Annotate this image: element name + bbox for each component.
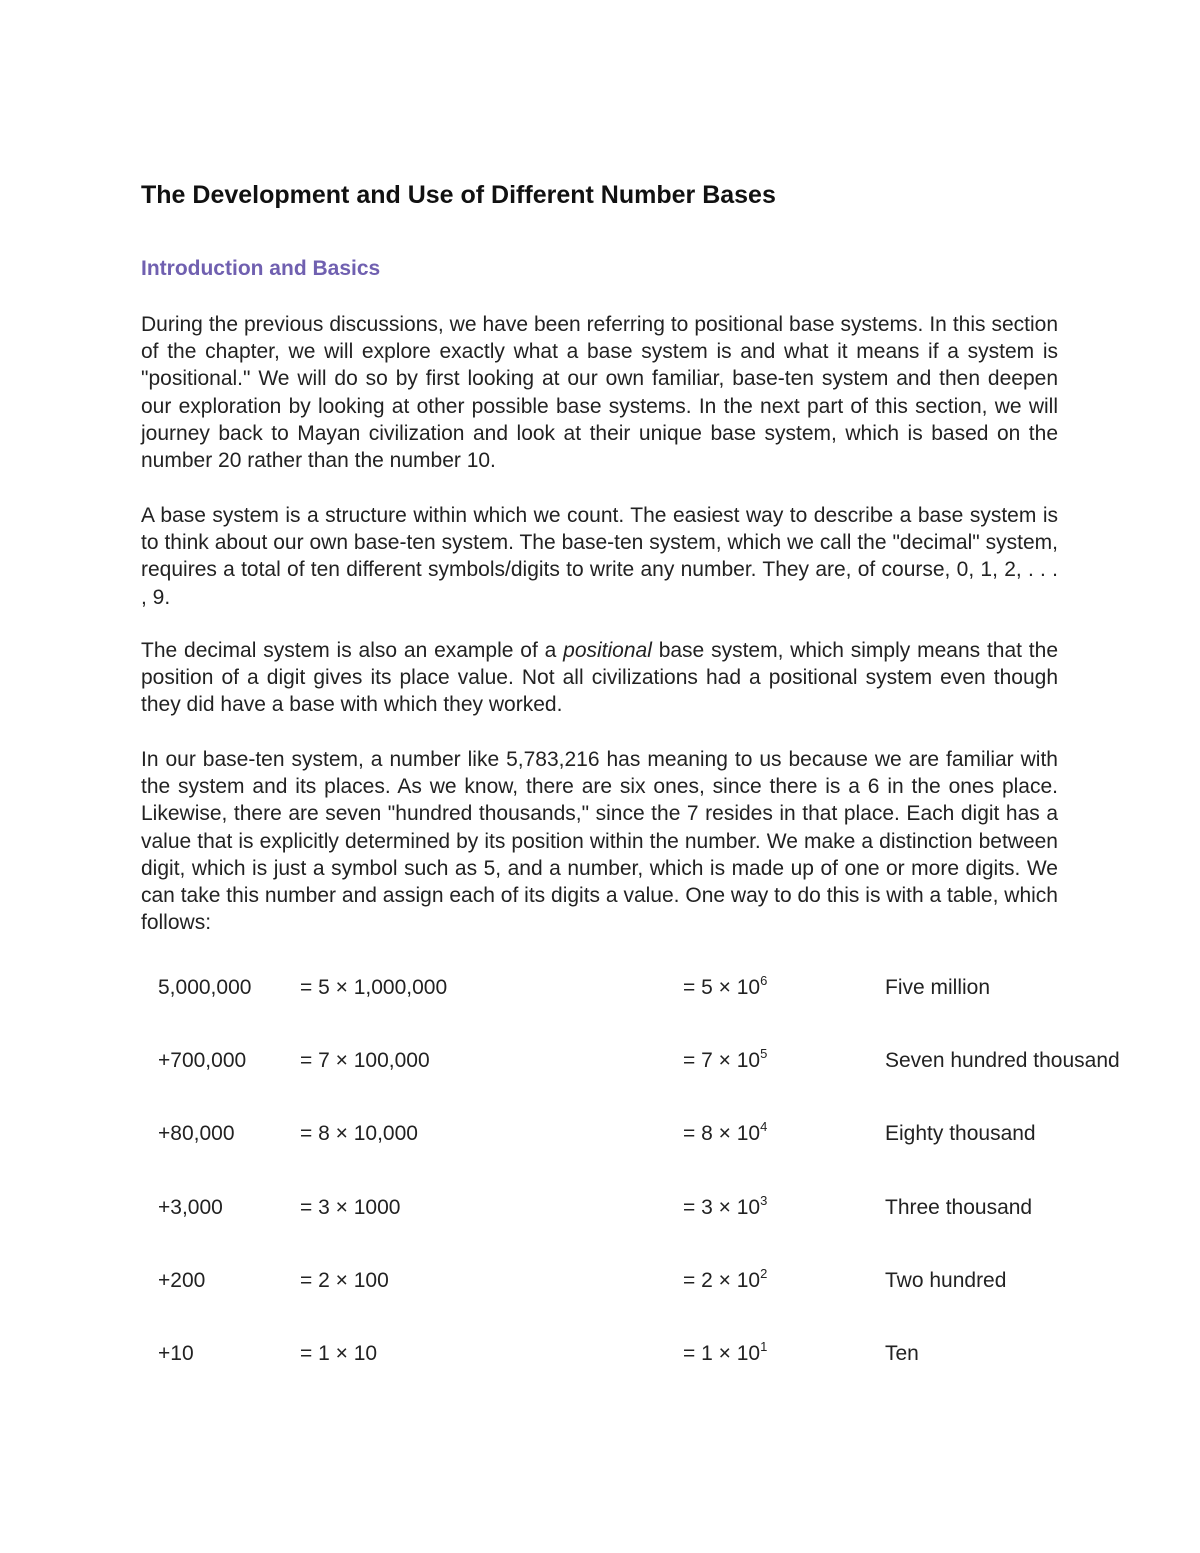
- table-cell-value: +200: [158, 1268, 206, 1292]
- table-row: [141, 1108, 1181, 1181]
- table-cell-product: = 3 × 1000: [300, 1195, 401, 1219]
- table-cell-words: Five million: [885, 976, 991, 999]
- table-cell-power: [683, 973, 768, 1000]
- table-row: [141, 1035, 1181, 1108]
- power-base: = 1 × 10: [683, 1341, 761, 1365]
- table-cell-product: = 1 × 10: [300, 1341, 378, 1365]
- table-cell-power: [683, 1265, 768, 1293]
- table-cell-words: Three thousand: [885, 1195, 1033, 1219]
- table-cell-product: = 5 × 1,000,000: [300, 976, 448, 999]
- positional-emphasis: positional: [563, 639, 652, 662]
- document-title: The Development and Use of Different Number Bases: [141, 181, 776, 209]
- power-base: = 8 × 10: [683, 1122, 761, 1146]
- power-exponent: 2: [760, 1265, 768, 1281]
- table-cell-words: Two hundred: [885, 1268, 1007, 1292]
- table-cell-power: [683, 1046, 768, 1073]
- table-cell-value: +10: [158, 1341, 194, 1365]
- section-heading: Introduction and Basics: [141, 257, 381, 280]
- table-cell-words: Ten: [885, 1341, 919, 1365]
- table-row: [141, 962, 1181, 1035]
- power-base: = 2 × 10: [683, 1268, 761, 1292]
- table-cell-power: [683, 1338, 768, 1366]
- table-cell-product: = 7 × 100,000: [300, 1049, 430, 1073]
- paragraph-positional-start: The decimal system is also an example of a: [141, 639, 564, 662]
- place-value-table: [141, 962, 1181, 1401]
- power-exponent: 3: [760, 1192, 768, 1208]
- power-exponent: 4: [760, 1119, 768, 1135]
- table-cell-power: [683, 1119, 768, 1146]
- table-cell-words: Seven hundred thousand: [885, 1049, 1120, 1073]
- table-row: [141, 1255, 1181, 1328]
- table-cell-value: +700,000: [158, 1049, 247, 1073]
- paragraph-intro: During the previous discussions, we have been referring to positional base systems. In this section of the chapter, we will explore exactly what a base system is and what it means if a system is "positional." We will do so by first looking at our own familiar, base-ten system and then deepen our exploration by looking at other possible base systems. In the next part of this section, we will journey back to Mayan civilization and look at their unique base system, which is based on the number 20 rather than the number 10.: [141, 313, 1058, 473]
- table-cell-power: [683, 1192, 768, 1220]
- paragraph-base-system: A base system is a structure within which we count. The easiest way to describe a base system is to think about our own base-ten system. The base-ten system, which we call the "decimal" system, requires a total of ten different symbols/digits to write any number. They are, of course, 0, 1, 2, . . . , 9.: [141, 504, 1058, 609]
- paragraph-positional: [141, 637, 1058, 719]
- power-base: = 3 × 10: [683, 1195, 761, 1219]
- table-cell-value: 5,000,000: [158, 976, 252, 999]
- power-base: = 7 × 10: [683, 1049, 761, 1073]
- table-cell-value: +3,000: [158, 1195, 223, 1219]
- table-row: [141, 1328, 1181, 1401]
- table-row: [141, 1182, 1181, 1255]
- power-base: = 5 × 10: [683, 976, 761, 999]
- power-exponent: 6: [760, 973, 768, 988]
- paragraph-positional-end: base system, which simply means that the position of a digit gives its place value. Not all civilizations had a positional system even though they did have a base with which they worked.: [141, 639, 1058, 717]
- table-cell-value: +80,000: [158, 1122, 235, 1146]
- table-cell-product: = 2 × 100: [300, 1268, 389, 1292]
- power-exponent: 5: [760, 1046, 768, 1062]
- table-cell-product: = 8 × 10,000: [300, 1122, 418, 1146]
- table-cell-words: Eighty thousand: [885, 1122, 1036, 1146]
- paragraph-place-value: In our base-ten system, a number like 5,783,216 has meaning to us because we are familiar with the system and its places. As we know, there are six ones, since there is a 6 in the ones place. Likewise, there are seven "hundred thousands," since the 7 resides in that place. Each digit has a value that is explicitly determined by its position within the number. We make a distinction between digit, which is just a symbol such as 5, and a number, which is made up of one or more digits. We can take this number and assign each of its digits a value. One way to do this is with a table, which follows:: [141, 748, 1058, 935]
- power-exponent: 1: [760, 1338, 768, 1354]
